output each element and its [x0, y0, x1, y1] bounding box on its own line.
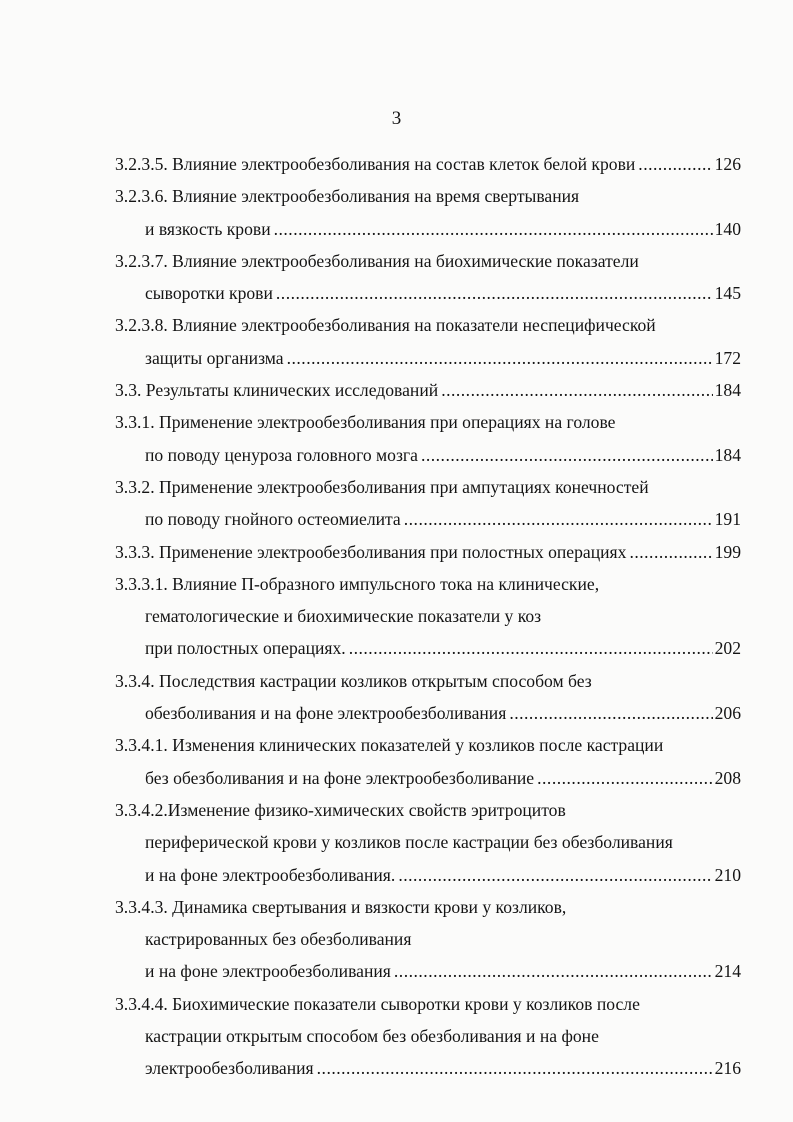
dot-leader: [274, 213, 713, 245]
toc-line: [0, 632, 741, 664]
toc-line: [0, 826, 793, 858]
toc-entry-title: гематологические и биохимические показатели у коз: [145, 606, 542, 627]
toc-page-number: 210: [714, 864, 741, 885]
toc-line: [0, 277, 741, 309]
toc-line: [0, 762, 741, 794]
toc-entry: [0, 665, 793, 730]
toc-line: [0, 665, 793, 697]
toc-page-number: 216: [714, 1058, 741, 1079]
toc-entry-title: 3.3.1. Применение электрообезболивания при операциях на голове: [115, 412, 616, 433]
toc-line: [0, 180, 793, 212]
toc-entry-title: и на фоне электрообезболивания: [145, 961, 391, 982]
toc-line: [0, 794, 793, 826]
toc-page-number: 126: [714, 154, 741, 174]
toc-entry-title: 3.3.4.4. Биохимические показатели сыворотки крови у козликов после: [115, 993, 640, 1014]
toc-page-number: 191: [714, 509, 741, 530]
toc-line: [0, 1052, 741, 1084]
toc-entry-title: 3.3.3.1. Влияние П-образного импульсного тока на клинические,: [115, 573, 600, 594]
toc-line: [0, 536, 741, 568]
toc-page-number: 184: [714, 444, 741, 465]
dot-leader: [638, 148, 712, 180]
dot-leader: [276, 277, 713, 309]
toc-entry: [0, 729, 793, 794]
table-of-contents: [0, 148, 793, 1085]
toc-line: [0, 213, 741, 245]
toc-line: [0, 600, 793, 632]
toc-entry: [0, 309, 793, 374]
dot-leader: [398, 859, 712, 891]
toc-entry-title: 3.2.3.5. Влияние электрообезболивания на состав клеток белой крови: [115, 154, 636, 174]
toc-entry-title: 3.3.4.1. Изменения клинических показателей у козликов после кастрации: [115, 735, 664, 756]
toc-page-number: 172: [714, 347, 741, 368]
toc-entry-title: 3.3.4.3. Динамика свертывания и вязкости крови у козликов,: [115, 896, 567, 917]
toc-page-number: 202: [714, 638, 741, 659]
page-number: 3: [391, 108, 402, 129]
toc-entry-title: и вязкость крови: [145, 218, 271, 239]
toc-page-number: 184: [714, 380, 741, 401]
dot-leader: [629, 536, 712, 568]
toc-entry-title: электрообезболивания: [145, 1058, 314, 1079]
toc-entry: [0, 891, 793, 988]
dot-leader: [509, 697, 712, 729]
toc-entry-title: 3.3.4.2.Изменение физико-химических свойств эритроцитов: [115, 799, 566, 820]
toc-line: [0, 697, 741, 729]
toc-entry: [0, 148, 793, 180]
toc-entry-title: по поводу ценуроза головного мозга: [145, 444, 418, 465]
toc-page-number: 199: [714, 541, 741, 562]
toc-line: [0, 406, 793, 438]
toc-entry: [0, 568, 793, 665]
toc-line: [0, 568, 793, 600]
dot-leader: [537, 762, 712, 794]
toc-line: [0, 923, 793, 955]
toc-entry: [0, 406, 793, 471]
toc-entry-title: кастрированных без обезболивания: [145, 929, 412, 950]
toc-line: [0, 374, 741, 406]
toc-entry: [0, 180, 793, 245]
toc-line: [0, 148, 741, 180]
toc-entry-title: 3.3. Результаты клинических исследований: [115, 380, 439, 401]
toc-entry-title: обезболивания и на фоне электрообезболивания: [145, 703, 507, 724]
dot-leader: [404, 503, 713, 535]
toc-line: [0, 891, 793, 923]
toc-entry-title: 3.2.3.6. Влияние электрообезболивания на время свертывания: [115, 186, 580, 207]
toc-entry: [0, 245, 793, 310]
toc-entry-title: 3.3.3. Применение электрообезболивания при полостных операциях: [115, 541, 627, 562]
toc-entry: [0, 988, 793, 1085]
toc-page-number: 206: [714, 703, 741, 724]
toc-entry: [0, 471, 793, 536]
toc-entry: [0, 536, 793, 568]
toc-line: [0, 503, 741, 535]
toc-entry: [0, 374, 793, 406]
toc-line: [0, 729, 793, 761]
dot-leader: [349, 632, 713, 664]
toc-line: [0, 439, 741, 471]
toc-line: [0, 342, 741, 374]
toc-page-number: 208: [714, 767, 741, 788]
toc-page-number: 140: [714, 218, 741, 239]
toc-entry-title: 3.3.4. Последствия кастрации козликов открытым способом без: [115, 670, 592, 691]
dot-leader: [394, 955, 713, 987]
toc-line: [0, 245, 793, 277]
toc-entry-title: защиты организма: [145, 347, 284, 368]
toc-entry-title: сыворотки крови: [145, 283, 273, 304]
toc-entry-title: без обезболивания и на фоне электрообезболивание: [145, 767, 535, 788]
toc-entry-title: при полостных операциях.: [145, 638, 346, 659]
toc-entry-title: 3.3.2. Применение электрообезболивания при ампутациях конечностей: [115, 476, 649, 497]
toc-entry: [0, 794, 793, 891]
toc-line: [0, 1020, 793, 1052]
dot-leader: [421, 439, 713, 471]
toc-line: [0, 309, 793, 341]
toc-line: [0, 859, 741, 891]
toc-entry-title: и на фоне электрообезболивания.: [145, 864, 396, 885]
toc-entry-title: по поводу гнойного остеомиелита: [145, 509, 401, 530]
toc-line: [0, 471, 793, 503]
toc-line: [0, 988, 793, 1020]
toc-entry-title: периферической крови у козликов после кастрации без обезболивания: [145, 832, 673, 853]
dot-leader: [287, 342, 713, 374]
toc-entry-title: 3.2.3.8. Влияние электрообезболивания на показатели неспецифической: [115, 315, 656, 336]
toc-page-number: 214: [714, 961, 741, 982]
toc-page-number: 145: [714, 283, 741, 304]
toc-line: [0, 955, 741, 987]
toc-entry-title: кастрации открытым способом без обезболивания и на фоне: [145, 1026, 599, 1047]
dot-leader: [317, 1052, 713, 1084]
dot-leader: [441, 374, 712, 406]
toc-entry-title: 3.2.3.7. Влияние электрообезболивания на биохимические показатели: [115, 250, 639, 271]
